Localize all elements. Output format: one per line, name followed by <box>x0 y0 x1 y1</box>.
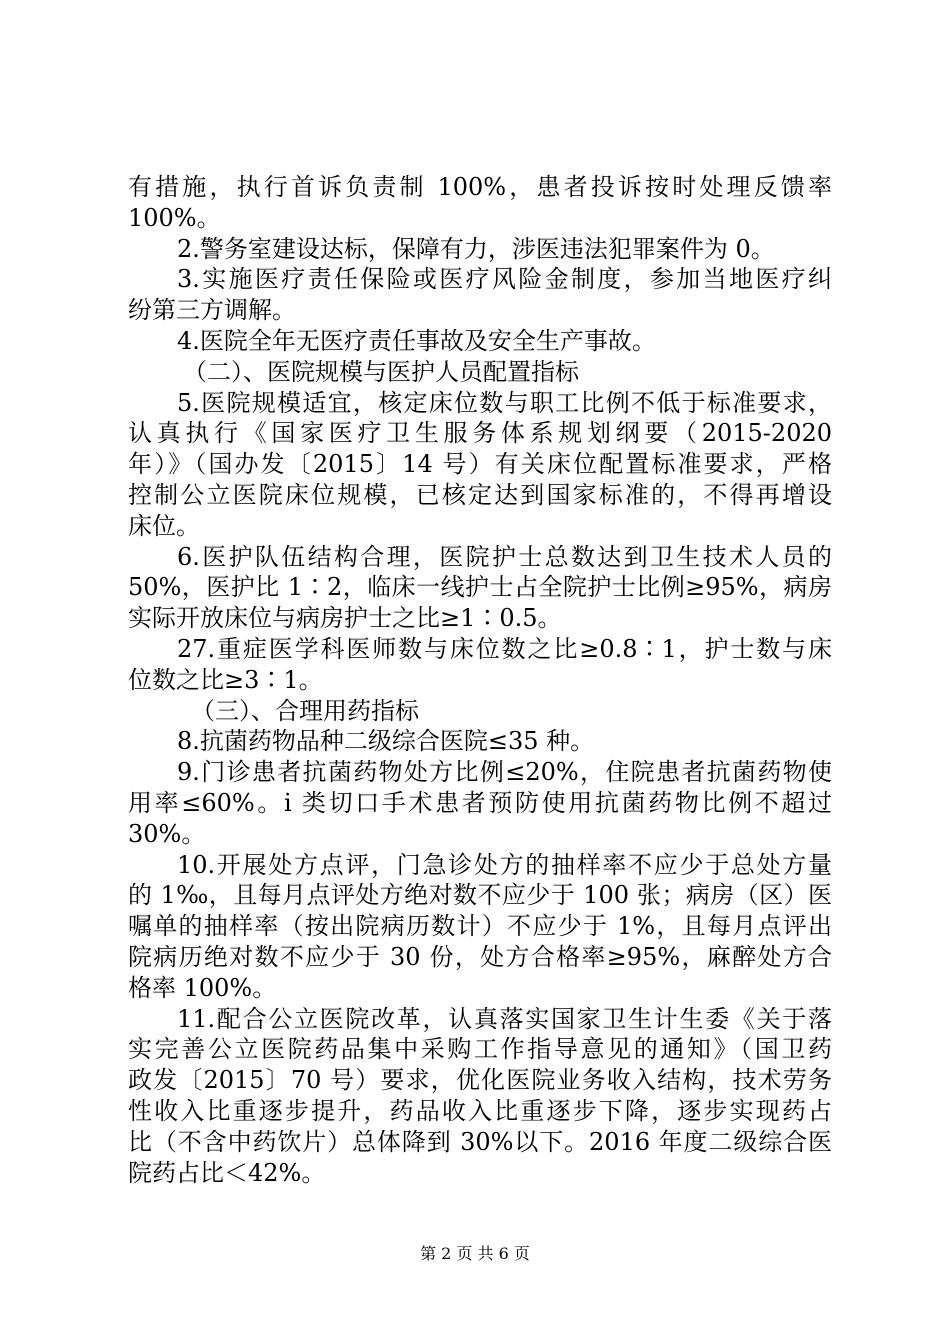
document-body <box>128 172 832 1188</box>
text-line: 位数之比≥3∶1。 <box>128 665 323 694</box>
section-heading: （三）、合理用药指标 <box>191 696 419 725</box>
text-line: 纷第三方调解。 <box>128 296 296 325</box>
text-line: 27.重症医学科医师数与床位数之比≥0.8∶1，护士数与床 <box>177 634 832 663</box>
text-line: 3.实施医疗责任保险或医疗风险金制度，参加当地医疗纠 <box>177 265 832 294</box>
text-line: 比（不含中药饮片）总体降到 30%以下。2016 年度二级综合医 <box>128 1127 832 1156</box>
text-line: 9.门诊患者抗菌药物处方比例≤20%，住院患者抗菌药物使 <box>177 758 832 787</box>
text-line: 政发〔2015〕70 号）要求，优化医院业务收入结构，技术劳务 <box>128 1066 832 1095</box>
text-line: 的 1‰，且每月点评处方绝对数不应少于 100 张；病房（区）医 <box>128 881 832 910</box>
text-line: 50%，医护比 1∶2，临床一线护士占全院护士比例≥95%，病房 <box>128 573 832 602</box>
text-line: 5.医院规模适宜，核定床位数与职工比例不低于标准要求， <box>177 388 832 417</box>
text-line: 100%。 <box>128 203 221 232</box>
text-line: 控制公立医院床位规模，已核定达到国家标准的，不得再增设 <box>128 480 832 509</box>
text-line: 4.医院全年无医疗责任事故及安全生产事故。 <box>177 326 656 355</box>
text-line: 实际开放床位与病房护士之比≥1∶0.5。 <box>128 604 562 633</box>
section-heading: （二）、医院规模与医护人员配置指标 <box>183 357 579 386</box>
text-line: 性收入比重逐步提升，药品收入比重逐步下降，逐步实现药占 <box>128 1096 832 1125</box>
text-line: 格率 100%。 <box>128 973 277 1002</box>
text-line: 院病历绝对数不应少于 30 份，处方合格率≥95%，麻醉处方合 <box>128 942 832 971</box>
text-line: 床位。 <box>128 511 200 540</box>
text-line: 实完善公立医院药品集中采购工作指导意见的通知》（国卫药 <box>128 1035 832 1064</box>
text-line: 院药占比＜42%。 <box>128 1158 326 1187</box>
text-line: 30%。 <box>128 819 206 848</box>
text-line: 年）》（国办发〔2015〕14 号）有关床位配置标准要求，严格 <box>128 450 832 479</box>
text-line: 有措施，执行首诉负责制 100%，患者投诉按时处理反馈率 <box>128 173 832 201</box>
text-line: 认真执行《国家医疗卫生服务体系规划纲要（2015-2020 <box>128 419 832 448</box>
page-footer: 第 2 页 共 6 页 <box>420 1244 530 1263</box>
text-line: 8.抗菌药物品种二级综合医院≤35 种。 <box>177 727 595 756</box>
text-line: 6.医护队伍结构合理，医院护士总数达到卫生技术人员的 <box>177 542 832 571</box>
text-line: 11.配合公立医院改革，认真落实国家卫生计生委《关于落 <box>177 1004 832 1033</box>
text-line: 2.警务室建设达标，保障有力，涉医违法犯罪案件为 0。 <box>177 234 775 263</box>
text-line: 用率≤60%。i 类切口手术患者预防使用抗菌药物比例不超过 <box>128 788 832 817</box>
text-line: 嘱单的抽样率（按出院病历数计）不应少于 1%，且每月点评出 <box>128 912 832 941</box>
text-line: 10.开展处方点评，门急诊处方的抽样率不应少于总处方量 <box>177 850 832 879</box>
